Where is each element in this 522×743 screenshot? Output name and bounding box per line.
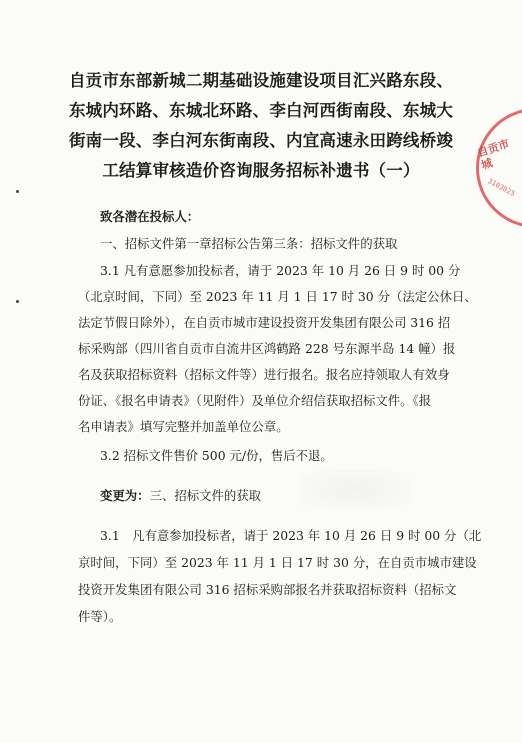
section1-para1-line-7: 名申请表》填写完整并加盖单位公章。 xyxy=(78,419,289,434)
section1-para1-line-6: 份证、《报名申请表》（见附件）及单位介绍信获取招标文件。《报 xyxy=(78,393,432,408)
title-line-1: 自贡市东部新城二期基础设施建设项目汇兴路东段、 xyxy=(68,71,454,90)
change-heading: 三、招标文件的获取 xyxy=(149,488,262,503)
section2-para-line-4: 件等）。 xyxy=(78,609,122,624)
section2-para-line-2: 京时间，下同）至 2023 年 11 月 1 日 17 时 30 分，在自贡市城市建设 xyxy=(78,555,477,570)
seal-text: 自贡市城 xyxy=(475,137,512,173)
seal-code: 3103025 xyxy=(486,177,517,198)
section1-para2: 3.2 招标文件售价 500 元/份，售后不退。 xyxy=(100,448,333,463)
greeting: 致各潜在投标人： xyxy=(100,209,200,224)
document-title xyxy=(60,66,462,186)
section1-para1-line-2: （北京时间，下同）至 2023 年 11 月 1 日 17 时 30 分（法定公休日、 xyxy=(78,289,477,304)
section1-para1-line-1: 3.1 凡有意愿参加投标者，请于 2023 年 10 月 26 日 9 时 00 分 xyxy=(100,263,461,278)
section1-para1-line-4: 标采购部（四川省自贡市自流井区鸿鹤路 228 号东源半岛 14 幢）报 xyxy=(78,341,456,356)
title-line-3: 街南一段、李白河东街南段、内宜高速永田跨线桥竣 xyxy=(68,131,454,150)
section2-para-line-1: 3.1 凡有意参加投标者，请于 2023 年 10 月 26 日 9 时 00 分（北 xyxy=(100,528,482,543)
margin-speck xyxy=(16,190,19,193)
section2-para-line-3: 投资开发集团有限公司 316 招标采购部报名并获取招标资料（招标文 xyxy=(78,582,457,597)
section1-heading: 一、招标文件第一章招标公告第三条：招标文件的获取 xyxy=(100,236,398,251)
margin-speck xyxy=(16,300,19,303)
section1-para1-line-5: 名及获取招标资料（招标文件等）进行报名。报名应持领取人有效身 xyxy=(78,367,450,382)
scan-smudge xyxy=(300,470,410,510)
title-line-4: 工结算审核造价咨询服务招标补遗书（一） xyxy=(102,161,420,180)
change-label: 变更为： xyxy=(100,488,150,503)
section1-para1-line-3: 法定节假日除外），在自贡市城市建设投资开发集团有限公司 316 招 xyxy=(78,315,451,330)
title-line-2: 东城内环路、东城北环路、李白河西街南段、东城大 xyxy=(68,101,454,120)
change-line xyxy=(100,484,480,509)
